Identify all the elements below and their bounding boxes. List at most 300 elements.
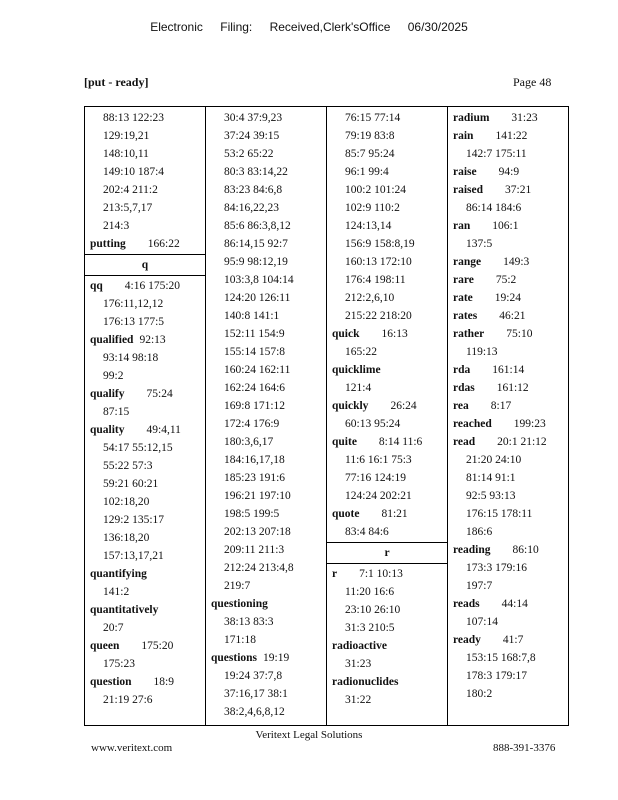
page-line-references: 121:4 [345, 382, 372, 394]
index-entry-continuation [453, 559, 564, 577]
index-entry-continuation [90, 583, 201, 601]
footer-company: Veritext Legal Solutions [255, 729, 363, 741]
index-entry [332, 637, 443, 655]
index-word: read [453, 436, 476, 448]
index-entry-continuation [453, 343, 564, 361]
page-line-references: 152:11 154:9 [224, 328, 285, 340]
page-line-references: 44:14 [501, 598, 528, 610]
page-line-references: 16:13 [381, 328, 408, 340]
index-entry [453, 163, 564, 181]
page-line-references: 76:15 77:14 [345, 112, 401, 124]
page-line-references: 84:16,22,23 [224, 202, 279, 214]
index-entry-continuation [332, 583, 443, 601]
page-line-references: 11:6 16:1 75:3 [345, 454, 412, 466]
index-column-2 [206, 107, 327, 725]
page-line-references: 100:2 101:24 [345, 184, 407, 196]
word-index-table [84, 106, 569, 726]
index-entry [90, 331, 201, 349]
index-entry-continuation [453, 613, 564, 631]
page-line-references: 37:24 39:15 [224, 130, 280, 142]
page-line-references: 169:8 171:12 [224, 400, 286, 412]
index-entry-continuation [90, 655, 201, 673]
index-entry-continuation [211, 163, 322, 181]
page-line-references: 185:23 191:6 [224, 472, 286, 484]
page-line-references: 88:13 122:23 [103, 112, 165, 124]
index-entry-continuation [90, 475, 201, 493]
page-line-references: 46:21 [499, 310, 526, 322]
index-word: reached [453, 418, 492, 430]
index-word: reading [453, 544, 491, 556]
page-line-references: 209:11 211:3 [224, 544, 285, 556]
index-entry-continuation [332, 487, 443, 505]
page-line-references: 160:24 162:11 [224, 364, 291, 376]
index-entry-continuation [211, 379, 322, 397]
index-entry [453, 415, 564, 433]
index-entry-continuation [211, 181, 322, 199]
page-line-references: 186:6 [466, 526, 493, 538]
index-entry-continuation [332, 127, 443, 145]
index-entry [332, 565, 443, 583]
index-entry-continuation [453, 523, 564, 541]
index-word: range [453, 256, 482, 268]
index-entry-continuation [332, 523, 443, 541]
page-line-references: 54:17 55:12,15 [103, 442, 173, 454]
page-line-references: 81:21 [381, 508, 408, 520]
page-line-references: 81:14 91:1 [466, 472, 516, 484]
index-entry-continuation [90, 511, 201, 529]
index-entry [332, 673, 443, 691]
page-line-references: 26:24 [390, 400, 417, 412]
index-entry-continuation [211, 109, 322, 127]
page-line-references: 92:13 [139, 334, 166, 346]
index-entry [453, 361, 564, 379]
index-entry-continuation [211, 307, 322, 325]
index-entry [453, 595, 564, 613]
index-entry [453, 433, 564, 451]
page-line-references: 214:3 [103, 220, 130, 232]
page-line-references: 103:3,8 104:14 [224, 274, 294, 286]
index-entry [453, 307, 564, 325]
index-entry-continuation [211, 127, 322, 145]
index-entry-continuation [453, 667, 564, 685]
page-line-references: 137:5 [466, 238, 493, 250]
index-entry-continuation [211, 325, 322, 343]
index-entry-continuation [90, 439, 201, 457]
index-entry-continuation [90, 127, 201, 145]
index-entry [90, 637, 201, 655]
page-line-references: 157:13,17,21 [103, 550, 164, 562]
index-entry-continuation [332, 415, 443, 433]
index-entry-continuation [90, 457, 201, 475]
index-entry-continuation [211, 469, 322, 487]
index-entry [453, 127, 564, 145]
index-entry-continuation [453, 235, 564, 253]
page-line-references: 77:16 124:19 [345, 472, 407, 484]
index-entry-continuation [90, 109, 201, 127]
page-line-references: 149:10 187:4 [103, 166, 165, 178]
index-word: radioactive [332, 640, 387, 652]
page-line-references: 171:18 [224, 634, 256, 646]
page-line-references: 80:3 83:14,22 [224, 166, 288, 178]
index-entry [332, 505, 443, 523]
index-entry-continuation [211, 685, 322, 703]
index-range-header: [put - ready] [84, 75, 149, 89]
page-line-references: 75:10 [506, 328, 533, 340]
index-entry-continuation [211, 451, 322, 469]
page-line-references: 180:2 [466, 688, 493, 700]
page-line-references: 96:1 99:4 [345, 166, 389, 178]
index-entry [90, 565, 201, 583]
index-entry-continuation [332, 181, 443, 199]
page-line-references: 215:22 218:20 [345, 310, 412, 322]
page-line-references: 176:15 178:11 [466, 508, 533, 520]
page-line-references: 142:7 175:11 [466, 148, 527, 160]
index-entry-continuation [453, 145, 564, 163]
page-line-references: 119:13 [466, 346, 498, 358]
index-entry-continuation [453, 199, 564, 217]
index-entry-continuation [211, 235, 322, 253]
page-line-references: 38:2,4,6,8,12 [224, 706, 285, 718]
page-line-references: 148:10,11 [103, 148, 149, 160]
index-word: quantitatively [90, 604, 159, 616]
page-line-references: 212:24 213:4,8 [224, 562, 294, 574]
page-line-references: 8:14 11:6 [378, 436, 423, 448]
page-line-references: 87:15 [103, 406, 130, 418]
index-entry-continuation [90, 181, 201, 199]
index-entry-continuation [90, 619, 201, 637]
electronic-filing-stamp [0, 20, 618, 34]
page-line-references: 83:4 84:6 [345, 526, 389, 538]
index-word: quickly [332, 400, 369, 412]
index-word: rather [453, 328, 485, 340]
page-line-references: 86:10 [512, 544, 539, 556]
index-entry-continuation [211, 523, 322, 541]
index-column-3 [327, 107, 448, 725]
index-entry-continuation [90, 349, 201, 367]
page-line-references: 176:11,12,12 [103, 298, 164, 310]
index-word: quality [90, 424, 125, 436]
page-line-references: 11:20 16:6 [345, 586, 395, 598]
index-entry [453, 181, 564, 199]
page-line-references: 19:24 37:7,8 [224, 670, 283, 682]
page-line-references: 30:4 37:9,23 [224, 112, 283, 124]
page-line-references: 41:7 [502, 634, 524, 646]
page-line-references: 94:9 [498, 166, 520, 178]
index-entry-continuation [332, 217, 443, 235]
index-entry-continuation [332, 619, 443, 637]
page-line-references: 162:24 164:6 [224, 382, 286, 394]
index-word: question [90, 676, 132, 688]
index-entry-continuation [211, 631, 322, 649]
index-entry-continuation [211, 253, 322, 271]
index-entry-continuation [211, 289, 322, 307]
index-entry-continuation [90, 403, 201, 421]
filing-date: 06/30/2025 [407, 20, 468, 34]
page-line-references: 31:3 210:5 [345, 622, 395, 634]
page-line-references: 85:7 95:24 [345, 148, 395, 160]
index-entry-continuation [332, 235, 443, 253]
page-line-references: 21:19 27:6 [103, 694, 153, 706]
page-line-references: 106:1 [492, 220, 519, 232]
index-entry [453, 271, 564, 289]
index-word: questions [211, 652, 258, 664]
index-entry-continuation [453, 451, 564, 469]
index-word: ready [453, 634, 481, 646]
index-entry-continuation [453, 469, 564, 487]
page-line-references: 173:3 179:16 [466, 562, 528, 574]
page-line-references: 198:5 199:5 [224, 508, 280, 520]
index-column-1 [85, 107, 206, 725]
index-word: qualify [90, 388, 125, 400]
index-word: quantifying [90, 568, 147, 580]
page-line-references: 161:14 [492, 364, 525, 376]
filing-type: Filing: [220, 20, 253, 34]
index-entry [332, 433, 443, 451]
index-entry-continuation [332, 691, 443, 709]
page-line-references: 20:7 [103, 622, 124, 634]
page-line-references: 140:8 141:1 [224, 310, 280, 322]
index-entry-continuation [90, 163, 201, 181]
index-word: qualified [90, 334, 134, 346]
page-line-references: 136:18,20 [103, 532, 150, 544]
index-entry [453, 253, 564, 271]
index-entry-continuation [211, 505, 322, 523]
page-line-references: 175:20 [141, 640, 174, 652]
index-entry-continuation [332, 601, 443, 619]
page-line-references: 202:4 211:2 [103, 184, 158, 196]
page-line-references: 75:2 [495, 274, 517, 286]
index-entry [90, 235, 201, 253]
index-word: radium [453, 112, 490, 124]
page-line-references: 129:19,21 [103, 130, 150, 142]
page-number: Page 48 [513, 75, 552, 89]
index-entry-continuation [332, 109, 443, 127]
page-line-references: 172:4 176:9 [224, 418, 280, 430]
index-word: reads [453, 598, 480, 610]
index-entry-continuation [90, 529, 201, 547]
page-line-references: 75:24 [146, 388, 173, 400]
index-entry-continuation [332, 271, 443, 289]
index-entry-continuation [211, 433, 322, 451]
index-word: rates [453, 310, 478, 322]
index-entry [90, 421, 201, 439]
index-word: quick [332, 328, 360, 340]
page-line-references: 55:22 57:3 [103, 460, 153, 472]
page-line-references: 165:22 [345, 346, 377, 358]
page-line-references: 37:16,17 38:1 [224, 688, 288, 700]
page-line-references: 37:21 [505, 184, 532, 196]
index-word: quote [332, 508, 360, 520]
page-line-references: 23:10 26:10 [345, 604, 401, 616]
index-entry-continuation [332, 307, 443, 325]
page-line-references: 149:3 [503, 256, 530, 268]
index-entry-continuation [453, 487, 564, 505]
page-line-references: 202:13 207:18 [224, 526, 291, 538]
page-line-references: 59:21 60:21 [103, 478, 159, 490]
index-entry-continuation [332, 289, 443, 307]
index-entry [332, 361, 443, 379]
page-line-references: 19:19 [263, 652, 290, 664]
index-word: quite [332, 436, 357, 448]
index-entry-continuation [332, 379, 443, 397]
index-entry [453, 289, 564, 307]
index-entry-continuation [453, 505, 564, 523]
page-line-references: 86:14 184:6 [466, 202, 522, 214]
page-line-references: 20:1 21:12 [497, 436, 547, 448]
page-line-references: 180:3,6,17 [224, 436, 274, 448]
index-entry-continuation [90, 145, 201, 163]
page-line-references: 31:22 [345, 694, 372, 706]
index-entry [453, 109, 564, 127]
index-word: quicklime [332, 364, 381, 376]
index-word: raised [453, 184, 484, 196]
index-entry-continuation [90, 199, 201, 217]
page-line-references: 184:16,17,18 [224, 454, 285, 466]
index-word: rate [453, 292, 473, 304]
page-line-references: 124:20 126:11 [224, 292, 291, 304]
index-entry [90, 385, 201, 403]
index-entry [453, 541, 564, 559]
index-entry [453, 325, 564, 343]
page-line-references: 213:5,7,17 [103, 202, 153, 214]
page-line-references: 4:16 175:20 [124, 280, 181, 292]
index-entry-continuation [332, 451, 443, 469]
page-line-references: 95:9 98:12,19 [224, 256, 288, 268]
index-entry-continuation [211, 667, 322, 685]
index-word: radionuclides [332, 676, 399, 688]
index-entry-continuation [332, 655, 443, 673]
index-entry-continuation [332, 469, 443, 487]
index-entry-continuation [90, 217, 201, 235]
page-line-references: 7:1 10:13 [359, 568, 403, 580]
index-entry-continuation [90, 691, 201, 709]
index-word: raise [453, 166, 477, 178]
section-letter-heading: q [85, 254, 205, 276]
index-word: rare [453, 274, 474, 286]
index-entry-continuation [211, 559, 322, 577]
index-entry-continuation [211, 361, 322, 379]
index-word: qq [90, 280, 103, 292]
page-line-references: 199:23 [513, 418, 546, 430]
index-word: r [332, 568, 338, 580]
index-entry-continuation [332, 145, 443, 163]
page-line-references: 31:23 [345, 658, 372, 670]
page-line-references: 156:9 158:8,19 [345, 238, 415, 250]
index-entry-continuation [90, 547, 201, 565]
page-line-references: 196:21 197:10 [224, 490, 291, 502]
filing-status: Received,Clerk'sOffice [269, 20, 391, 34]
index-entry-continuation [332, 253, 443, 271]
page-line-references: 79:19 83:8 [345, 130, 395, 142]
filing-label: Electronic [150, 20, 203, 34]
page-line-references: 38:13 83:3 [224, 616, 274, 628]
index-entry-continuation [332, 343, 443, 361]
page-line-references: 92:5 93:13 [466, 490, 516, 502]
footer-website: www.veritext.com [91, 742, 173, 754]
page-line-references: 178:3 179:17 [466, 670, 528, 682]
page-line-references: 160:13 172:10 [345, 256, 412, 268]
page-line-references: 31:23 [511, 112, 538, 124]
index-entry [90, 673, 201, 691]
index-entry-continuation [211, 343, 322, 361]
page-line-references: 141:2 [103, 586, 130, 598]
index-entry [90, 601, 201, 619]
index-word: rdas [453, 382, 475, 394]
index-entry [90, 277, 201, 295]
index-entry-continuation [453, 577, 564, 595]
index-entry [453, 631, 564, 649]
page-line-references: 53:2 65:22 [224, 148, 274, 160]
page-line-references: 141:22 [495, 130, 528, 142]
page-line-references: 161:12 [496, 382, 529, 394]
index-column-4 [448, 107, 568, 725]
index-entry-continuation [211, 145, 322, 163]
index-entry [453, 379, 564, 397]
index-entry [332, 325, 443, 343]
page-line-references: 124:13,14 [345, 220, 392, 232]
page-line-references: 83:23 84:6,8 [224, 184, 283, 196]
page-line-references: 176:13 177:5 [103, 316, 165, 328]
index-entry-continuation [211, 217, 322, 235]
page-line-references: 86:14,15 92:7 [224, 238, 288, 250]
index-entry [211, 649, 322, 667]
page-line-references: 102:9 110:2 [345, 202, 400, 214]
page-line-references: 155:14 157:8 [224, 346, 286, 358]
page-line-references: 129:2 135:17 [103, 514, 165, 526]
index-entry [332, 397, 443, 415]
index-entry-continuation [211, 271, 322, 289]
index-word: queen [90, 640, 120, 652]
index-entry [453, 397, 564, 415]
page-line-references: 19:24 [494, 292, 521, 304]
index-entry-continuation [90, 493, 201, 511]
index-word: rda [453, 364, 471, 376]
page-line-references: 93:14 98:18 [103, 352, 159, 364]
index-entry-continuation [90, 313, 201, 331]
index-entry-continuation [211, 397, 322, 415]
index-entry-continuation [90, 367, 201, 385]
index-word: ran [453, 220, 471, 232]
page-line-references: 18:9 [153, 676, 174, 688]
page-line-references: 197:7 [466, 580, 493, 592]
page-line-references: 166:22 [147, 238, 180, 250]
index-entry-continuation [211, 703, 322, 721]
index-entry-continuation [453, 649, 564, 667]
index-word: rea [453, 400, 469, 412]
page-line-references: 107:14 [466, 616, 498, 628]
index-entry-continuation [211, 577, 322, 595]
footer-phone: 888-391-3376 [493, 742, 556, 754]
index-entry-continuation [211, 541, 322, 559]
page-line-references: 85:6 86:3,8,12 [224, 220, 291, 232]
page-line-references: 99:2 [103, 370, 124, 382]
section-letter-heading: r [327, 542, 447, 564]
index-word: rain [453, 130, 474, 142]
page-line-references: 212:2,6,10 [345, 292, 395, 304]
page-line-references: 21:20 24:10 [466, 454, 522, 466]
index-word: putting [90, 238, 126, 250]
page-line-references: 8:17 [490, 400, 512, 412]
page-line-references: 175:23 [103, 658, 135, 670]
page-line-references: 219:7 [224, 580, 251, 592]
index-entry-continuation [90, 295, 201, 313]
page-line-references: 49:4,11 [146, 424, 181, 436]
index-entry-continuation [332, 199, 443, 217]
index-entry-continuation [211, 487, 322, 505]
page-line-references: 60:13 95:24 [345, 418, 401, 430]
index-entry-continuation [332, 163, 443, 181]
page-line-references: 102:18,20 [103, 496, 150, 508]
